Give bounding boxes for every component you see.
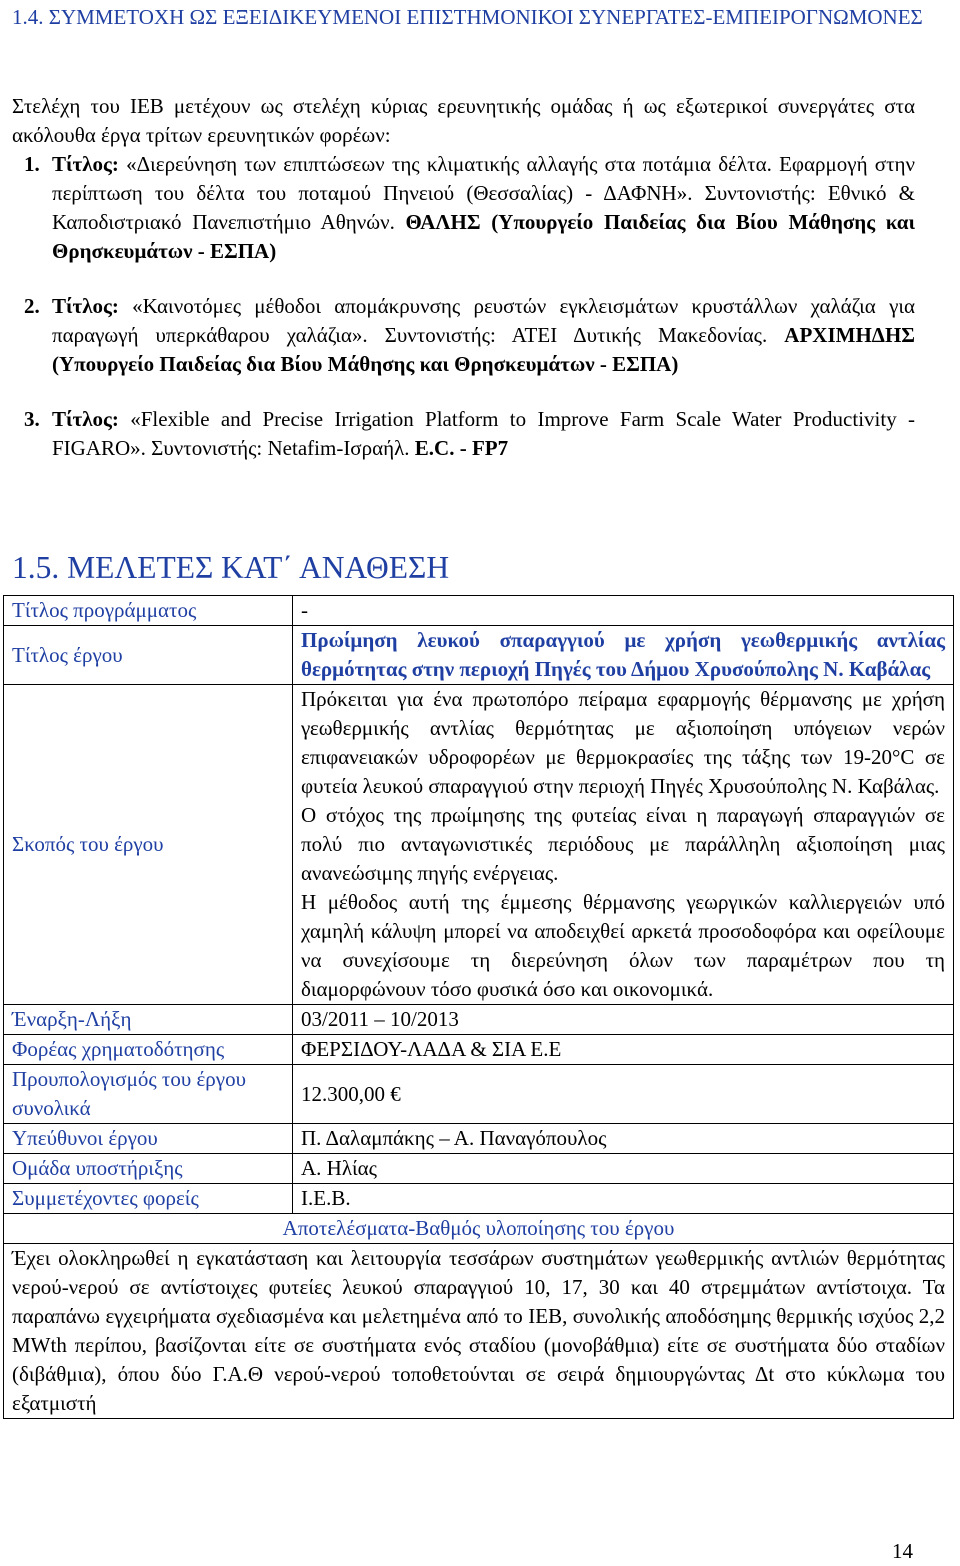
partners-value: Ι.Ε.Β. [293,1184,954,1214]
item-program: ΑΡΧΙΜΗΔΗΣ (Υπουργείο Παιδείας δια Βίου Μάθησης και Θρησκευμάτων - ΕΣΠΑ) [52,323,916,376]
item-body [52,292,915,379]
dates-label: Έναρξη-Λήξη [4,1005,293,1035]
item-label: Τίτλος: [52,152,119,176]
item-number: 2. [24,294,40,318]
item-body [52,150,915,266]
project-title-value: Πρωίμηση λευκού σπαραγγιού με χρήση γεωθερμικής αντλίας θερμότητας στην περιοχή Πηγές του Δήμου Χρυσούπολης Ν. Καβάλας [293,626,954,685]
table-row [4,1154,954,1184]
purpose-paragraph: Πρόκειται για ένα πρωτοπόρο πείραμα εφαρμογής θέρμανσης με χρήση γεωθερμικής αντλίας θερμότητας με αξιοποίηση υπόγειων νερών επιφανειακών υδροφορέων με θερμοκρασίες της τάξης των 19-20°C σε φυτεία λευκού σπαραγγιού στην περιοχή Πηγές Χρυσούπολης Ν. Καβάλας. [301,687,945,798]
page-number: 14 [892,1539,913,1563]
section-1-5-title: 1.5. ΜΕΛΕΤΕΣ ΚΑΤ΄ ΑΝΑΘΕΣΗ [12,550,450,585]
list-item [12,292,915,379]
item-number: 1. [24,152,40,176]
item-program: ΘΑΛΗΣ (Υπουργείο Παιδείας δια Βίου Μάθησης και Θρησκευμάτων - ΕΣΠΑ) [52,210,915,263]
table-row [4,1005,954,1035]
managers-value: Π. Δαλαμπάκης – Α. Παναγόπουλος [293,1124,954,1154]
purpose-value [293,685,954,1005]
support-label: Ομάδα υποστήριξης [4,1154,293,1184]
table-row [4,1124,954,1154]
table-row [4,1184,954,1214]
table-row [4,1065,954,1124]
funder-value: ΦΕΡΣΙΔΟΥ-ΛΑΔΑ & ΣΙΑ Ε.Ε [293,1035,954,1065]
support-value: Α. Ηλίας [293,1154,954,1184]
item-body [52,405,915,463]
table-row [4,1214,954,1244]
table-row [4,596,954,626]
dates-value: 03/2011 – 10/2013 [293,1005,954,1035]
table-row [4,1035,954,1065]
project-title-label: Τίτλος έργου [4,626,293,685]
item-text: «Καινοτόμες μέθοδοι απομάκρυνσης ρευστών εγκλεισμάτων κρυστάλλων χαλάζια για παραγωγή υπερκάθαρου χαλάζια». Συντονιστής: ΑΤΕΙ Δυτικής Μακεδονίας. [52,294,915,347]
item-text: «Flexible and Precise Irrigation Platform to Improve Farm Scale Water Productivity - FIGARO». Συντονιστής: Netafim-Ισραήλ. [52,407,915,460]
list-item [12,405,915,463]
funder-label: Φορέας χρηματοδότησης [4,1035,293,1065]
item-program: E.C. - FP7 [414,436,509,460]
budget-value: 12.300,00 € [293,1065,954,1124]
table-row [4,685,954,1005]
study-table [3,595,954,1419]
results-text: Έχει ολοκληρωθεί η εγκατάσταση και λειτουργία τεσσάρων συστημάτων γεωθερμικής αντλιών θερμότητας νερού-νερού σε αντίστοιχες φυτείες λευκού σπαραγγιού 10, 17, 30 και 40 στρεμμάτων αντίστοιχα. Τα παραπάνω εγχειρήματα σχεδιασμένα και μελετημένα από το ΙΕΒ, συνολικής αποδόσημης θερμικής ισχύος 2,2 MWth περίπου, βασίζονται είτε σε συστήματα ενός σταδίου (μονοβάθμια) είτε σε συστήματα δύο σταδίων (διβάθμια), όπου δύο Γ.Α.Θ νερού-νερού τοποθετούνται σε σειρά δημιουργώντας Δt στο κύκλωμα του εξατμιστή [4,1244,954,1419]
table-row [4,1244,954,1419]
item-label: Τίτλος: [52,407,119,431]
program-title-label: Τίτλος προγράμματος [4,596,293,626]
section-intro-paragraph: Στελέχη του ΙΕΒ μετέχουν ως στελέχη κύριας ερευνητικής ομάδας ή ως εξωτερικοί συνεργάτες στα ακόλουθα έργα τρίτων ερευνητικών φορέων: [12,94,915,147]
partners-label: Συμμετέχοντες φορείς [4,1184,293,1214]
managers-label: Υπεύθυνοι έργου [4,1124,293,1154]
projects-list [12,150,915,489]
table-row [4,626,954,685]
purpose-label: Σκοπός του έργου [4,685,293,1005]
item-text: «Διερεύνηση των επιπτώσεων της κλιματικής αλλαγής στα ποτάμια δέλτα. Εφαρμογή στην περίπτωση του δέλτα του ποταμού Πηνειού (Θεσσαλίας) - ΔΑΦΝΗ». Συντονιστής: Εθνικό & Καποδιστριακό Πανεπιστήμιο Αθηνών. [52,152,916,234]
item-label: Τίτλος: [52,294,119,318]
budget-label: Προυπολογισμός του έργου συνολικά [4,1065,293,1124]
program-title-value: - [293,596,954,626]
list-item [12,150,915,266]
purpose-paragraph: Η μέθοδος αυτή της έμμεσης θέρμανσης γεωργικών καλλιεργειών υπό χαμηλή κάλυψη μπορεί να αποδειχθεί αρκετά προσοδοφόρα και οφείλουμε να συνεχίσουμε τη διερεύνηση όλων των παραμέτρων που τη διαμορφώνουν τόσο φυσικά όσο και οικονομικά. [301,890,945,1001]
item-number: 3. [24,407,40,431]
results-heading: Αποτελέσματα-Βαθμός υλοποίησης του έργου [4,1214,954,1244]
purpose-paragraph: Ο στόχος της πρωίμησης της φυτείας είναι η παραγωγή σπαραγγιών σε πολύ πιο ανταγωνιστικές περιόδους με παράλληλη αξιοποίηση μιας ανανεώσιμης πηγής ενέργειας. [301,803,945,885]
section-1-4-title: 1.4. ΣΥΜΜΕΤΟΧΗ ΩΣ ΕΞΕΙΔΙΚΕΥΜΕΝΟΙ ΕΠΙΣΤΗΜΟΝΙΚΟΙ ΣΥΝΕΡΓΑΤΕΣ-ΕΜΠΕΙΡΟΓΝΩΜΟΝΕΣ [12,5,923,29]
